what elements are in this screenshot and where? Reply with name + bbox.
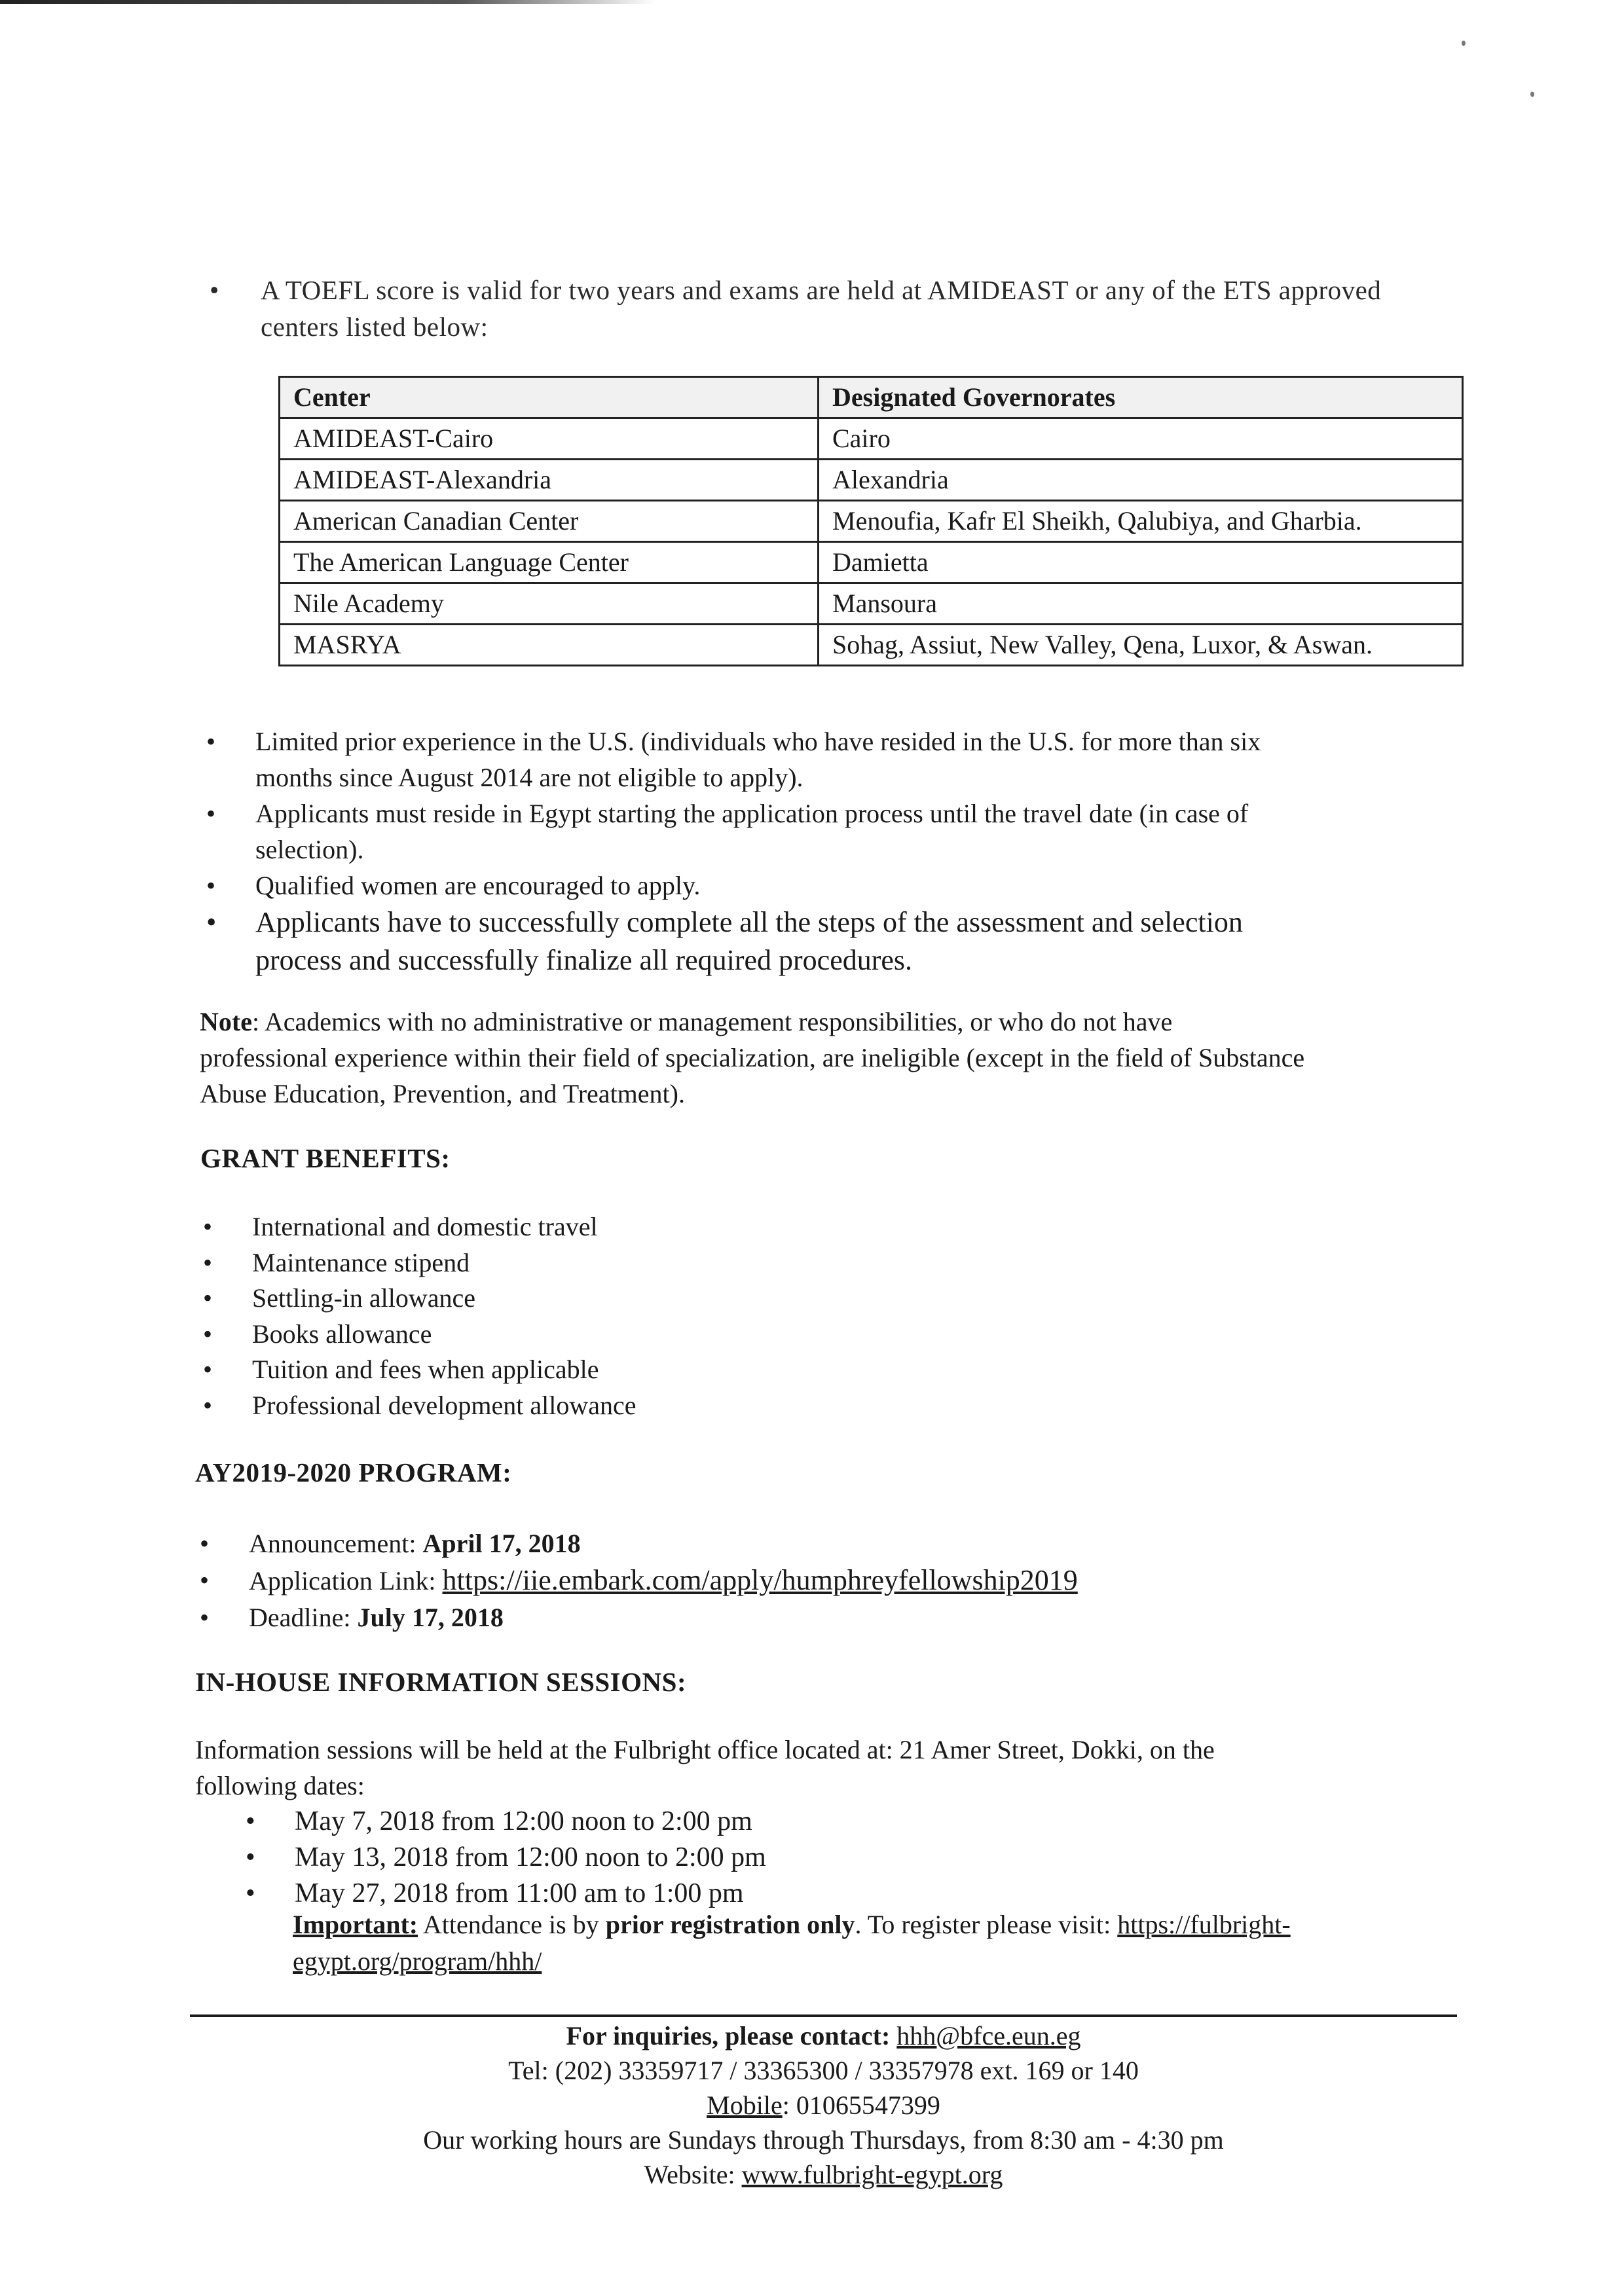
governorate-cell: Sohag, Assiut, New Valley, Qena, Luxor, & Aswan. — [819, 625, 1463, 666]
benefits-list — [203, 1209, 1120, 1423]
intro-line-1: A TOEFL score is valid for two years and exams are held at AMIDEAST or any of the ETS approved — [261, 275, 1382, 305]
benefit-text: Tuition and fees when applicable — [252, 1355, 599, 1384]
header-governorates: Designated Governorates — [819, 377, 1463, 418]
centers-table — [278, 376, 1464, 666]
bullet-icon: • — [203, 1319, 213, 1349]
list-item — [203, 1352, 1120, 1388]
website-label: Website: — [644, 2160, 742, 2189]
contact-label: For inquiries, please contact: — [566, 2021, 897, 2050]
bullet-icon: • — [200, 1565, 210, 1595]
table-row — [280, 583, 1463, 625]
center-cell: AMIDEAST-Cairo — [280, 418, 819, 460]
benefit-text: Settling-in allowance — [252, 1283, 476, 1313]
table-row — [280, 460, 1463, 501]
table-header-row — [280, 377, 1463, 418]
benefit-text: Maintenance stipend — [252, 1247, 470, 1277]
table-row — [280, 625, 1463, 666]
working-hours: Our working hours are Sundays through Thursdays, from 8:30 am - 4:30 pm — [423, 2125, 1224, 2155]
bullet-icon: • — [206, 727, 216, 756]
list-item-line: process and successfully finalize all required procedures. — [255, 944, 913, 976]
application-link-label: Application Link: — [249, 1566, 443, 1595]
bullet-icon: • — [206, 871, 216, 900]
list-item — [200, 1525, 1378, 1562]
header-center: Center — [280, 377, 819, 418]
bullet-icon: • — [203, 1390, 213, 1420]
center-cell: American Canadian Center — [280, 501, 819, 542]
list-item — [200, 1562, 1378, 1599]
deadline-date: July 17, 2018 — [357, 1603, 504, 1632]
bullet-icon: • — [246, 1878, 255, 1908]
footer-divider — [190, 2014, 1457, 2017]
bullet-icon: • — [246, 1842, 255, 1872]
list-item — [246, 1840, 1490, 1876]
application-link[interactable]: https://iie.embark.com/apply/humphreyfellowship2019 — [442, 1564, 1078, 1596]
bullet-icon: • — [200, 1529, 210, 1558]
governorate-cell: Alexandria — [819, 460, 1463, 501]
bullet-icon: • — [200, 1603, 210, 1632]
center-cell: MASRYA — [280, 625, 819, 666]
table-row — [280, 501, 1463, 542]
important-bold: prior registration only — [605, 1910, 855, 1939]
list-item — [206, 903, 1490, 979]
center-cell: Nile Academy — [280, 583, 819, 625]
footer-contact — [190, 2018, 1457, 2192]
registration-link[interactable]: https://fulbright- — [1117, 1910, 1291, 1939]
bullet-icon: • — [210, 275, 219, 305]
benefit-text: Books allowance — [252, 1319, 432, 1349]
list-item-line: months since August 2014 are not eligible to apply). — [255, 763, 803, 792]
list-item-line: Applicants must reside in Egypt starting the application process until the travel date (in case of — [255, 799, 1249, 828]
table-row — [280, 418, 1463, 460]
intro-line-2: centers listed below: — [261, 312, 489, 342]
list-item — [206, 867, 1490, 903]
bullet-icon: • — [246, 1806, 255, 1836]
sessions-intro — [195, 1732, 1479, 1804]
center-cell: AMIDEAST-Alexandria — [280, 460, 819, 501]
list-item — [246, 1804, 1490, 1840]
center-cell: The American Language Center — [280, 542, 819, 583]
contact-email-link[interactable]: hhh@bfce.eun.eg — [896, 2021, 1081, 2050]
note-line-3: Abuse Education, Prevention, and Treatment). — [200, 1079, 685, 1108]
list-item-line: Qualified women are encouraged to apply. — [255, 871, 701, 900]
mobile-number: : 01065547399 — [782, 2090, 940, 2120]
note-label: Note — [200, 1007, 252, 1036]
mobile-label: Mobile — [707, 2090, 783, 2120]
list-item — [203, 1317, 1120, 1353]
governorate-cell: Mansoura — [819, 583, 1463, 625]
list-item — [203, 1281, 1120, 1317]
sessions-heading: IN-HOUSE INFORMATION SESSIONS: — [195, 1667, 687, 1697]
session-date: May 13, 2018 from 12:00 noon to 2:00 pm — [295, 1842, 766, 1872]
governorate-cell: Cairo — [819, 418, 1463, 460]
toefl-intro — [210, 272, 1454, 345]
list-item — [206, 723, 1490, 795]
important-notice — [293, 1906, 1491, 1980]
bullet-icon: • — [203, 1247, 213, 1277]
bullet-icon: • — [206, 906, 217, 938]
table-row — [280, 542, 1463, 583]
list-item-line: Limited prior experience in the U.S. (individuals who have resided in the U.S. for more than six — [255, 727, 1261, 756]
bullet-icon: • — [203, 1212, 213, 1241]
list-item — [203, 1388, 1120, 1424]
program-list — [200, 1525, 1378, 1636]
session-date: May 7, 2018 from 12:00 noon to 2:00 pm — [295, 1806, 752, 1836]
eligibility-note — [200, 1004, 1483, 1112]
list-item-line: Applicants have to successfully complete all the steps of the assessment and selection — [255, 906, 1243, 938]
list-item — [203, 1209, 1120, 1245]
eligibility-list — [206, 723, 1490, 979]
list-item — [206, 795, 1490, 867]
list-item-line: selection). — [255, 835, 364, 864]
sessions-intro-line: following dates: — [195, 1771, 365, 1800]
important-text: Attendance is by — [418, 1910, 606, 1939]
bullet-icon: • — [203, 1355, 213, 1384]
program-heading: AY2019-2020 PROGRAM: — [195, 1457, 512, 1487]
note-line-1: : Academics with no administrative or management responsibilities, or who do not have — [251, 1007, 1173, 1036]
list-item — [200, 1599, 1378, 1636]
announcement-date: April 17, 2018 — [422, 1529, 581, 1558]
benefit-text: Professional development allowance — [252, 1390, 637, 1420]
sessions-intro-line: Information sessions will be held at the Fulbright office located at: 21 Amer Street, Dokki, on the — [195, 1735, 1215, 1764]
important-label: Important: — [293, 1910, 418, 1939]
list-item — [203, 1245, 1120, 1281]
bullet-icon: • — [206, 799, 216, 828]
session-date: May 27, 2018 from 11:00 am to 1:00 pm — [295, 1878, 744, 1908]
announcement-label: Announcement: — [249, 1529, 423, 1558]
benefits-heading: GRANT BENEFITS: — [200, 1143, 451, 1173]
note-line-2: professional experience within their field of specialization, are ineligible (except in the field of Substance — [200, 1043, 1305, 1072]
governorate-cell: Damietta — [819, 542, 1463, 583]
website-link[interactable]: www.fulbright-egypt.org — [741, 2160, 1003, 2189]
bullet-icon: • — [203, 1283, 213, 1313]
benefit-text: International and domestic travel — [252, 1212, 598, 1241]
deadline-label: Deadline: — [249, 1603, 358, 1632]
session-dates-list — [246, 1804, 1490, 1912]
important-text: . To register please visit: — [855, 1910, 1118, 1939]
governorate-cell: Menoufia, Kafr El Sheikh, Qalubiya, and Gharbia. — [819, 501, 1463, 542]
registration-link-continued[interactable]: egypt.org/program/hhh/ — [293, 1946, 542, 1976]
telephone-numbers: Tel: (202) 33359717 / 33365300 / 33357978 ext. 169 or 140 — [508, 2056, 1139, 2085]
